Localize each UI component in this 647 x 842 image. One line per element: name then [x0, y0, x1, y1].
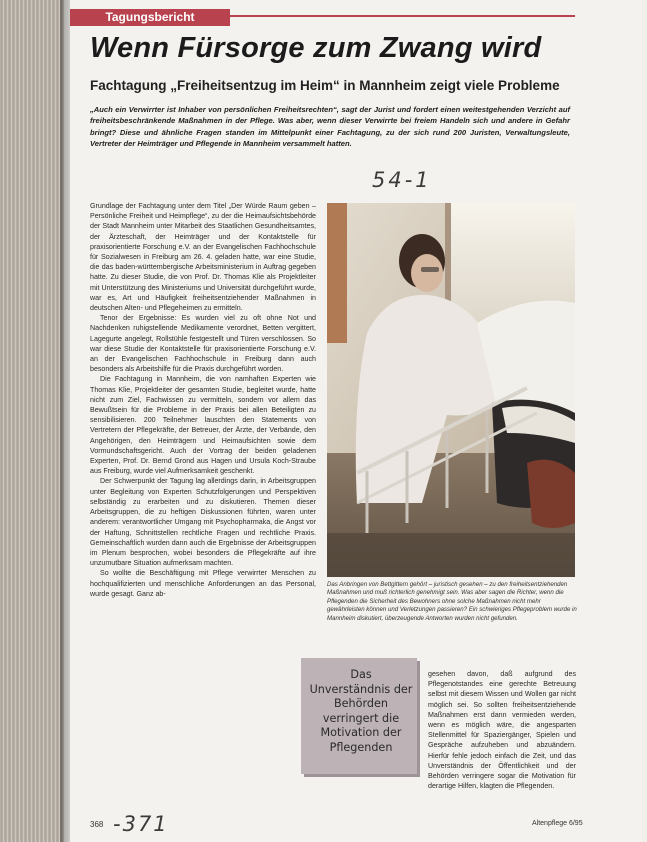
- handwritten-annotation-top: 54-1: [372, 168, 432, 192]
- body-column: [90, 201, 316, 599]
- issue-footer: Altenpflege 6/95: [532, 820, 583, 827]
- subheadline: Fachtagung „Freiheitsentzug im Heim“ in Mannheim zeigt viele Probleme: [90, 78, 560, 93]
- page-number: 368: [90, 820, 104, 829]
- handwritten-annotation-bottom: -371: [113, 812, 169, 836]
- body-paragraph: Die Fachtagung in Mannheim, die von namhaften Experten wie Thomas Klie, Projektleiter der gesamten Studie, begleitet wurde, hatte nicht zum Ziel, Fachwissen zu vermitteln, sondern vor allem das Bewußtsein für die Probleme in der Praxis bei allen Beteiligten zu sensibilisieren. 200 Teilnehmer lauschten den Statements von Vertretern der Pflegekräfte, der Betreuer, der Ärzte, der Verbände, den Angehörigen, den Heimträgern und Heimaufsichten sowie dem Vormundschaftsgericht. Auch der Vortrag der beiden geladenen Experten, Prof. Dr. Bernd Grond aus Hagen und Ursula Koch-Straube aus Freiburg, wurde viel Aufmerksamkeit geschenkt.: [90, 375, 316, 476]
- section-rule: [230, 15, 575, 17]
- right-column-paragraph: gesehen davon, daß aufgrund des Pflegenotstandes eine gerechte Betreuung selbst mit diesem Wissen und Wollen gar nicht möglich sei. So sollten freiheitsentziehende Maßnahmen erst dann vermieden werden, wenn es möglich wäre, die angesparten Stellenmittel für Spaziergänger, Spielen und Gespräche aufzuheben und abzuändern. Hierfür fehle jedoch einfach die Zeit, und das Unverständnis der Öffentlichkeit und der Behörden verringere sogar die Motivation für derartige Hilfen, klagten die Pflegenden.: [428, 670, 576, 791]
- pull-quote-text: Das Unverständnis der Behörden verringert die Motivation der Pflegenden: [309, 668, 413, 754]
- body-paragraph: Tenor der Ergebnisse: Es wurden viel zu oft ohne Not und Nachdenken ruhigstellende Medikamente verordnet, Betten vergittert, Lagegurte angelegt, Rollstühle festgestellt und Türen verschlossen. So war diese Studie der Kontaktstelle für praxisorientierte Forschung e.V. an der Evangelischen Fachhochschule in Freiburg dann auch besonders als Arbeitshilfe für die Praxis durchgeführt worden.: [90, 314, 316, 374]
- body-paragraph: Der Schwerpunkt der Tagung lag allerdings darin, in Arbeitsgruppen unter Begleitung von Experten Schutzfolgerungen und Perspektiven selbständig zu erarbeiten und zu diskutieren. Themen dieser Arbeitsgruppen, die zu heftigen Diskussionen führten, waren unter anderem: verantwortlicher Umgang mit Psychopharmaka, die Angst vor der Haftung, Schnittstellen rechtliche Fragen und rechtliche Praxis. Gemeinschaftlich wurden dann auch die Ergebnisse der Arbeitsgruppen im Plenum besprochen, wobei besonders die Pflegekräfte auf ihre unzumutbare Situation aufmerksam machten.: [90, 477, 316, 568]
- right-column: [428, 669, 576, 791]
- book-binding-edge: [0, 0, 64, 842]
- photo-illustration: [327, 203, 575, 577]
- lead-paragraph: „Auch ein Verwirrter ist Inhaber von persönlichen Freiheitsrechten“, sagt der Jurist und fordert einen weitestgehenden Verzicht auf freiheitsbeschränkende Maßnahmen in der Pflege. Was aber, wenn dieser Verwirrte bei freiem Handeln sich und andere in Gefahr bringt? Diese und ähnliche Fragen standen im Mittelpunkt einer Fachtagung, zu der sich rund 200 Juristen, Verwaltungsleute, Vertreter der Heimträger und Pflegende in Mannheim versammelt hatten.: [90, 105, 570, 148]
- section-tag: Tagungsbericht: [70, 9, 230, 26]
- photo-caption: Das Anbringen von Bettgittern gehört – juristisch gesehen – zu den freiheitsentziehenden Maßnahmen und muß richterlich genehmigt sein. Was aber sagen die Richter, wenn die Pflegenden die Sicherheit des Bewohners ohne solche Maßnahmen nicht mehr gewährleisten können und Verletzungen passieren? Ein schwieriges Pflegeproblem wurde in Mannheim diskutiert, überzeugende Antworten wurden nicht gefunden.: [327, 581, 577, 622]
- pull-quote-box: [301, 658, 417, 774]
- headline: Wenn Fürsorge zum Zwang wird: [90, 32, 542, 64]
- body-paragraph: So wollte die Beschäftigung mit Pflege verwirrter Menschen zu hochqualifizierten und menschliche Anforderungen an das Personal, wurde gesagt. Ganz ab-: [90, 569, 316, 598]
- nursing-photo: [327, 203, 575, 577]
- body-paragraph: Grundlage der Fachtagung unter dem Titel „Der Würde Raum geben – Persönliche Freiheit und Heimpflege“, zu der die Heimaufsichtsbehörde der Stadt Mannheim unter Mitarbeit des Staatlichen Gesundheitsamtes, der Ärzteschaft, der Heimträger und der Kontaktstelle für praxisorientierte Forschung e.V. an der Evangelischen Fachhochschule für Sozialwesen in Freiburg am 26. 4. geladen hatte, war eine Studie, die das baden-württembergische Arbeitsministerium in Auftrag gegeben hatte. Zu dieser Studie, die von Prof. Dr. Thomas Klie als Projektleiter mit Unterstützung des Ministeriums und Universität durchgeführt wurde, war es, Art und Häufigkeit freiheitsentziehender Maßnahmen in deutschen Alten- und Pflegeheimen zu ermitteln.: [90, 202, 316, 313]
